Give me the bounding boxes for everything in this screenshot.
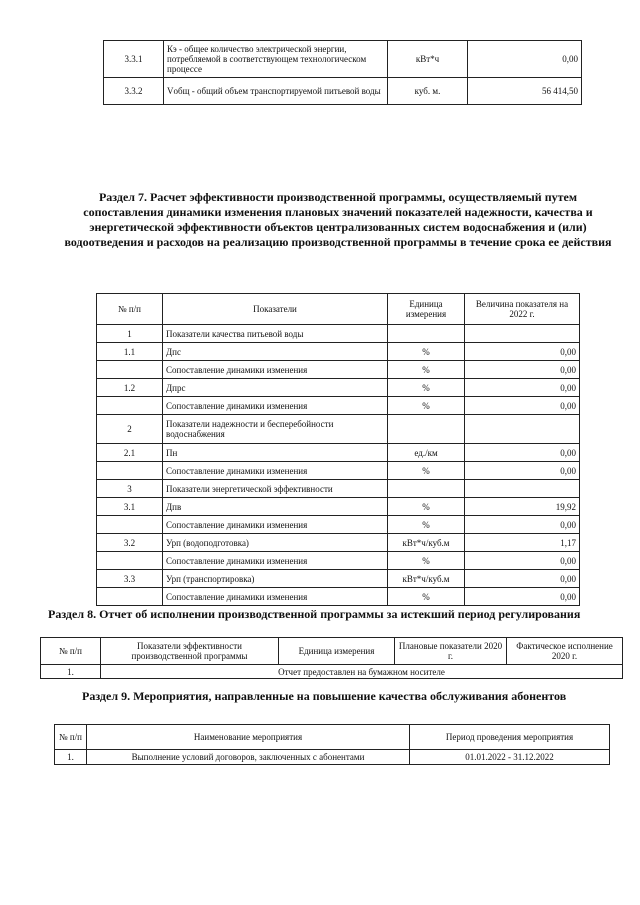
header-value: Величина показателя на 2022 г.: [465, 294, 580, 325]
unit: %: [388, 361, 465, 379]
unit: ед./км: [388, 444, 465, 462]
header-num: № п/п: [41, 638, 101, 665]
header-plan: Плановые показатели 2020 г.: [395, 638, 507, 665]
table-row: [97, 444, 580, 462]
unit: %: [388, 462, 465, 480]
unit: [388, 480, 465, 498]
section7-table: [96, 293, 580, 606]
value: 0,00: [465, 397, 580, 415]
value: 0,00: [465, 343, 580, 361]
row-number: [97, 588, 163, 606]
table-row: [97, 516, 580, 534]
header-name: Показатели эффективности производственной программы: [101, 638, 279, 665]
section9-table: [54, 724, 610, 765]
value: 0,00: [465, 361, 580, 379]
value: 0,00: [465, 588, 580, 606]
report-note: Отчет предоставлен на бумажном носителе: [101, 665, 623, 679]
table-row: [97, 325, 580, 343]
table-row: [41, 665, 623, 679]
row-number: [97, 516, 163, 534]
header-fact: Фактическое исполнение 2020 г.: [507, 638, 623, 665]
unit: кВт*ч: [388, 41, 468, 78]
table-row: [97, 379, 580, 397]
indicator-name: Сопоставление динамики изменения: [163, 397, 388, 415]
row-number: 3.2: [97, 534, 163, 552]
value: 0,00: [468, 41, 582, 78]
value: [465, 325, 580, 343]
row-number: [97, 397, 163, 415]
table-row: [104, 78, 582, 105]
section8-table: [40, 637, 623, 679]
table-header: [97, 294, 580, 325]
indicator-name: Кэ - общее количество электрической энергии, потребляемой в соответствующем технологическом процессе: [164, 41, 388, 78]
header-period: Период проведения мероприятия: [410, 725, 610, 750]
unit: куб. м.: [388, 78, 468, 105]
row-number: [97, 361, 163, 379]
unit: [388, 325, 465, 343]
indicator-name: Урп (транспортировка): [163, 570, 388, 588]
table-row: [97, 343, 580, 361]
row-number: [97, 462, 163, 480]
value: 0,00: [465, 552, 580, 570]
indicator-name: Сопоставление динамики изменения: [163, 516, 388, 534]
header-name: Показатели: [163, 294, 388, 325]
unit: %: [388, 588, 465, 606]
row-number: 1.2: [97, 379, 163, 397]
value: 1,17: [465, 534, 580, 552]
value: 0,00: [465, 444, 580, 462]
row-number: 1.: [41, 665, 101, 679]
row-number: 1: [97, 325, 163, 343]
unit: %: [388, 397, 465, 415]
unit: %: [388, 516, 465, 534]
unit: %: [388, 343, 465, 361]
unit: кВт*ч/куб.м: [388, 570, 465, 588]
indicator-name: Сопоставление динамики изменения: [163, 462, 388, 480]
header-name: Наименование мероприятия: [87, 725, 410, 750]
indicator-name: Сопоставление динамики изменения: [163, 361, 388, 379]
table-row: [97, 415, 580, 444]
table-row: [104, 41, 582, 78]
table-row: [97, 552, 580, 570]
value: 56 414,50: [468, 78, 582, 105]
indicator-name: Дпс: [163, 343, 388, 361]
indicator-name: Урп (водоподготовка): [163, 534, 388, 552]
table-row: [55, 750, 610, 765]
table-row: [97, 498, 580, 516]
header-num: № п/п: [55, 725, 87, 750]
row-number: 3.3: [97, 570, 163, 588]
indicator-name: Сопоставление динамики изменения: [163, 588, 388, 606]
value: 19,92: [465, 498, 580, 516]
row-number: 2.1: [97, 444, 163, 462]
table-row: [97, 397, 580, 415]
value: 0,00: [465, 570, 580, 588]
table-row: [97, 480, 580, 498]
row-number: 1.: [55, 750, 87, 765]
row-number: 1.1: [97, 343, 163, 361]
value: [465, 480, 580, 498]
table-header: [41, 638, 623, 665]
value: [465, 415, 580, 444]
value: 0,00: [465, 379, 580, 397]
header-num: № п/п: [97, 294, 163, 325]
table-row: [97, 361, 580, 379]
table-row: [97, 534, 580, 552]
section8-title: Раздел 8. Отчет об исполнении производственной программы за истекший период регулирования: [48, 607, 581, 621]
table-header: [55, 725, 610, 750]
indicator-name: Пн: [163, 444, 388, 462]
table-row: [97, 588, 580, 606]
measure-period: 01.01.2022 - 31.12.2022: [410, 750, 610, 765]
indicator-name: Показатели надежности и бесперебойности водоснабжения: [163, 415, 388, 444]
indicator-name: Vобщ - общий объем транспортируемой питьевой воды: [164, 78, 388, 105]
row-number: 3.3.1: [104, 41, 164, 78]
unit: %: [388, 379, 465, 397]
table-row: [97, 462, 580, 480]
table-row: [97, 570, 580, 588]
row-number: 2: [97, 415, 163, 444]
section9-title: Раздел 9. Мероприятия, направленные на повышение качества обслуживания абонентов: [82, 689, 567, 703]
indicator-name: Сопоставление динамики изменения: [163, 552, 388, 570]
indicator-name: Показатели качества питьевой воды: [163, 325, 388, 343]
indicator-name: Дпв: [163, 498, 388, 516]
unit: [388, 415, 465, 444]
measure-name: Выполнение условий договоров, заключенных с абонентами: [87, 750, 410, 765]
top-table: [103, 40, 582, 105]
unit: %: [388, 552, 465, 570]
unit: %: [388, 498, 465, 516]
indicator-name: Показатели энергетической эффективности: [163, 480, 388, 498]
row-number: 3: [97, 480, 163, 498]
row-number: 3.1: [97, 498, 163, 516]
section7-title: Раздел 7. Расчет эффективности производственной программы, осуществляемый путем сопоставления динамики изменения плановых значений показателей надежности, качества и энергетической эффективности объектов централизованных систем водоснабжения и (или) водоотведения и расходов на реализацию производственной программы в течение срока ее действия: [64, 190, 612, 249]
row-number: [97, 552, 163, 570]
indicator-name: Дпрс: [163, 379, 388, 397]
header-unit: Единица измерения: [388, 294, 465, 325]
value: 0,00: [465, 462, 580, 480]
value: 0,00: [465, 516, 580, 534]
header-unit: Единица измерения: [279, 638, 395, 665]
unit: кВт*ч/куб.м: [388, 534, 465, 552]
row-number: 3.3.2: [104, 78, 164, 105]
